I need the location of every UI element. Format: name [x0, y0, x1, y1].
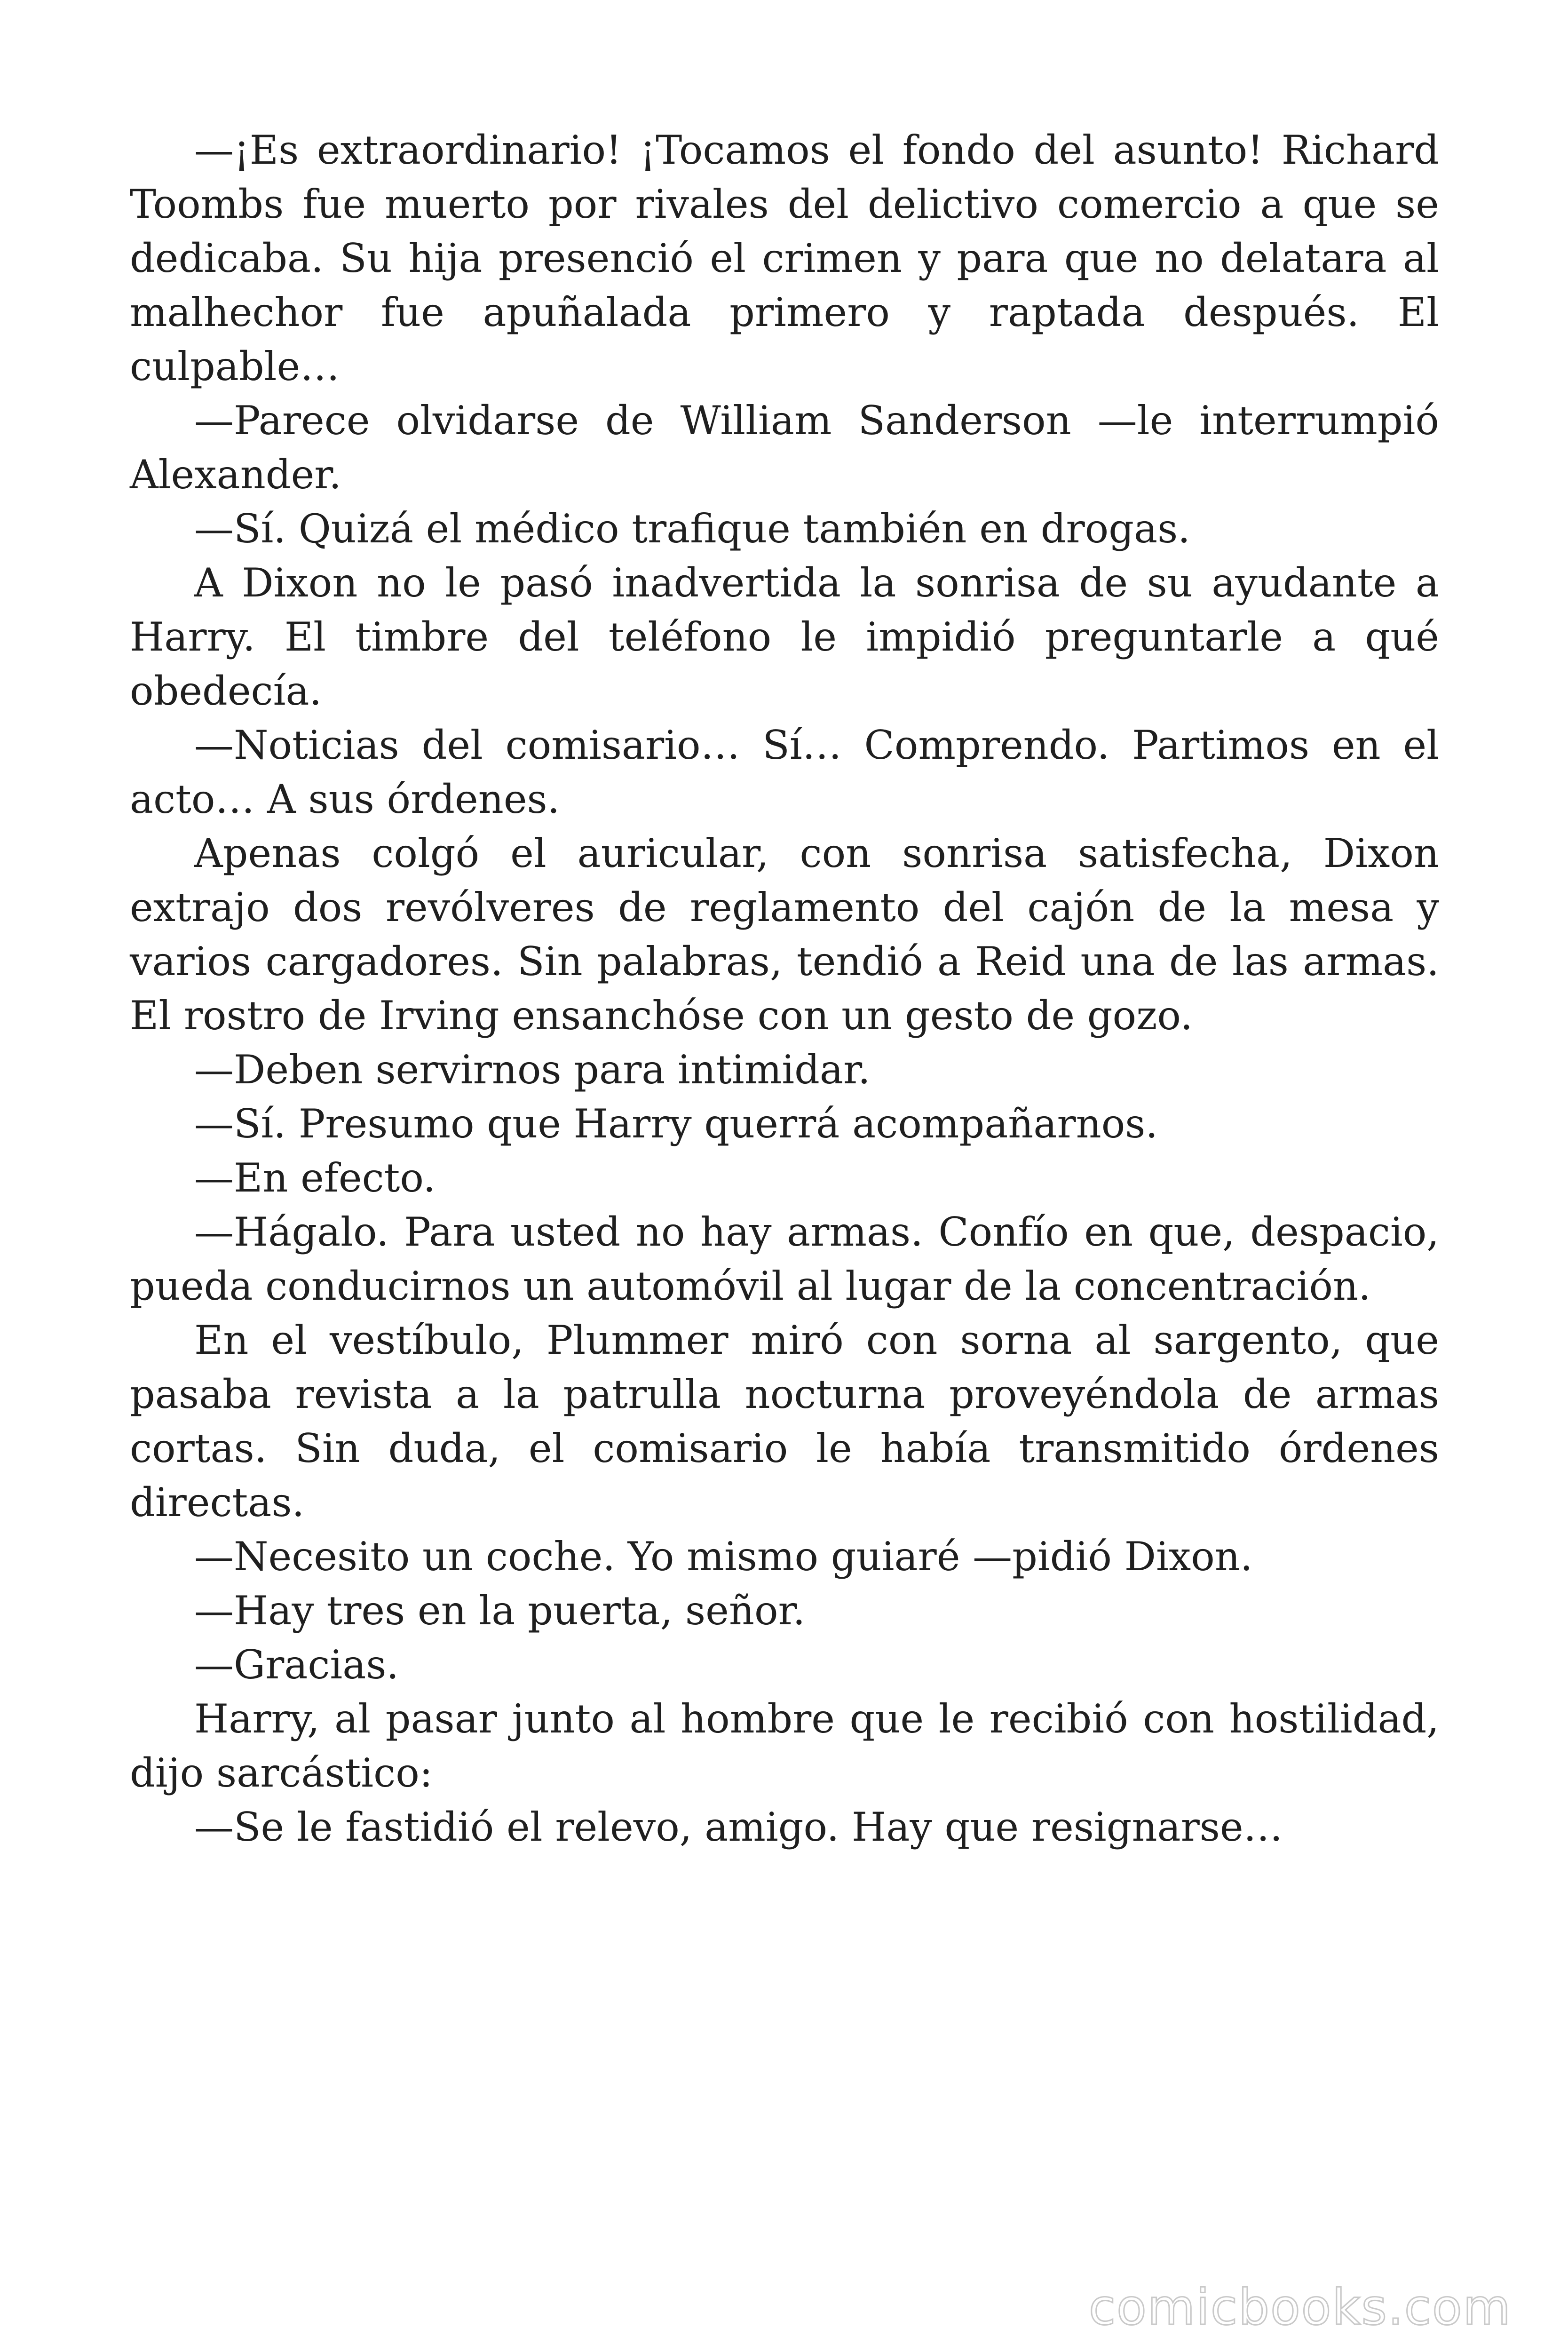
paragraph: —Sí. Presumo que Harry querrá acompañarnos. — [194, 1101, 1158, 1147]
paragraph: —Parece olvidarse de William Sanderson —le interrumpió Alexander. — [130, 397, 1439, 498]
paragraph: —Se le fastidió el relevo, amigo. Hay que resignarse… — [194, 1804, 1283, 1850]
paragraph: —Deben servirnos para intimidar. — [194, 1047, 871, 1093]
paragraph: —Gracias. — [194, 1642, 399, 1688]
paragraph: —¡Es extraordinario! ¡Tocamos el fondo del asunto! Richard Toombs fue muerto por rivales del delictivo comercio a que se dedicaba. Su hija presenció el crimen y para que no delatara al malhechor fue apuñalada primero y raptada después. El culpable… — [130, 127, 1439, 389]
paragraph: En el vestíbulo, Plummer miró con sorna al sargento, que pasaba revista a la patrulla nocturna proveyéndola de armas cortas. Sin duda, el comisario le había transmitido órdenes directas. — [130, 1317, 1439, 1526]
paragraph: Apenas colgó el auricular, con sonrisa satisfecha, Dixon extrajo dos revólveres de reglamento del cajón de la mesa y varios cargadores. Sin palabras, tendió a Reid una de las armas. El rostro de Irving ensanchóse con un gesto de gozo. — [130, 830, 1439, 1039]
paragraph: Harry, al pasar junto al hombre que le recibió con hostilidad, dijo sarcástico: — [130, 1696, 1439, 1796]
paragraph: —Necesito un coche. Yo mismo guiaré —pidió Dixon. — [194, 1534, 1253, 1580]
paragraph: —En efecto. — [194, 1155, 436, 1201]
watermark: comicbooks.com — [1088, 2279, 1512, 2336]
paragraph: —Hay tres en la puerta, señor. — [194, 1588, 806, 1634]
paragraph: —Sí. Quizá el médico trafique también en drogas. — [194, 506, 1190, 552]
page-body — [130, 123, 1439, 1854]
paragraph: —Noticias del comisario… Sí… Comprendo. Partimos en el acto… A sus órdenes. — [130, 722, 1439, 822]
paragraph: —Hágalo. Para usted no hay armas. Confío en que, despacio, pueda conducirnos un automóvil al lugar de la concentración. — [130, 1209, 1439, 1309]
paragraph: A Dixon no le pasó inadvertida la sonrisa de su ayudante a Harry. El timbre del teléfono le impidió preguntarle a qué obedecía. — [130, 560, 1439, 714]
